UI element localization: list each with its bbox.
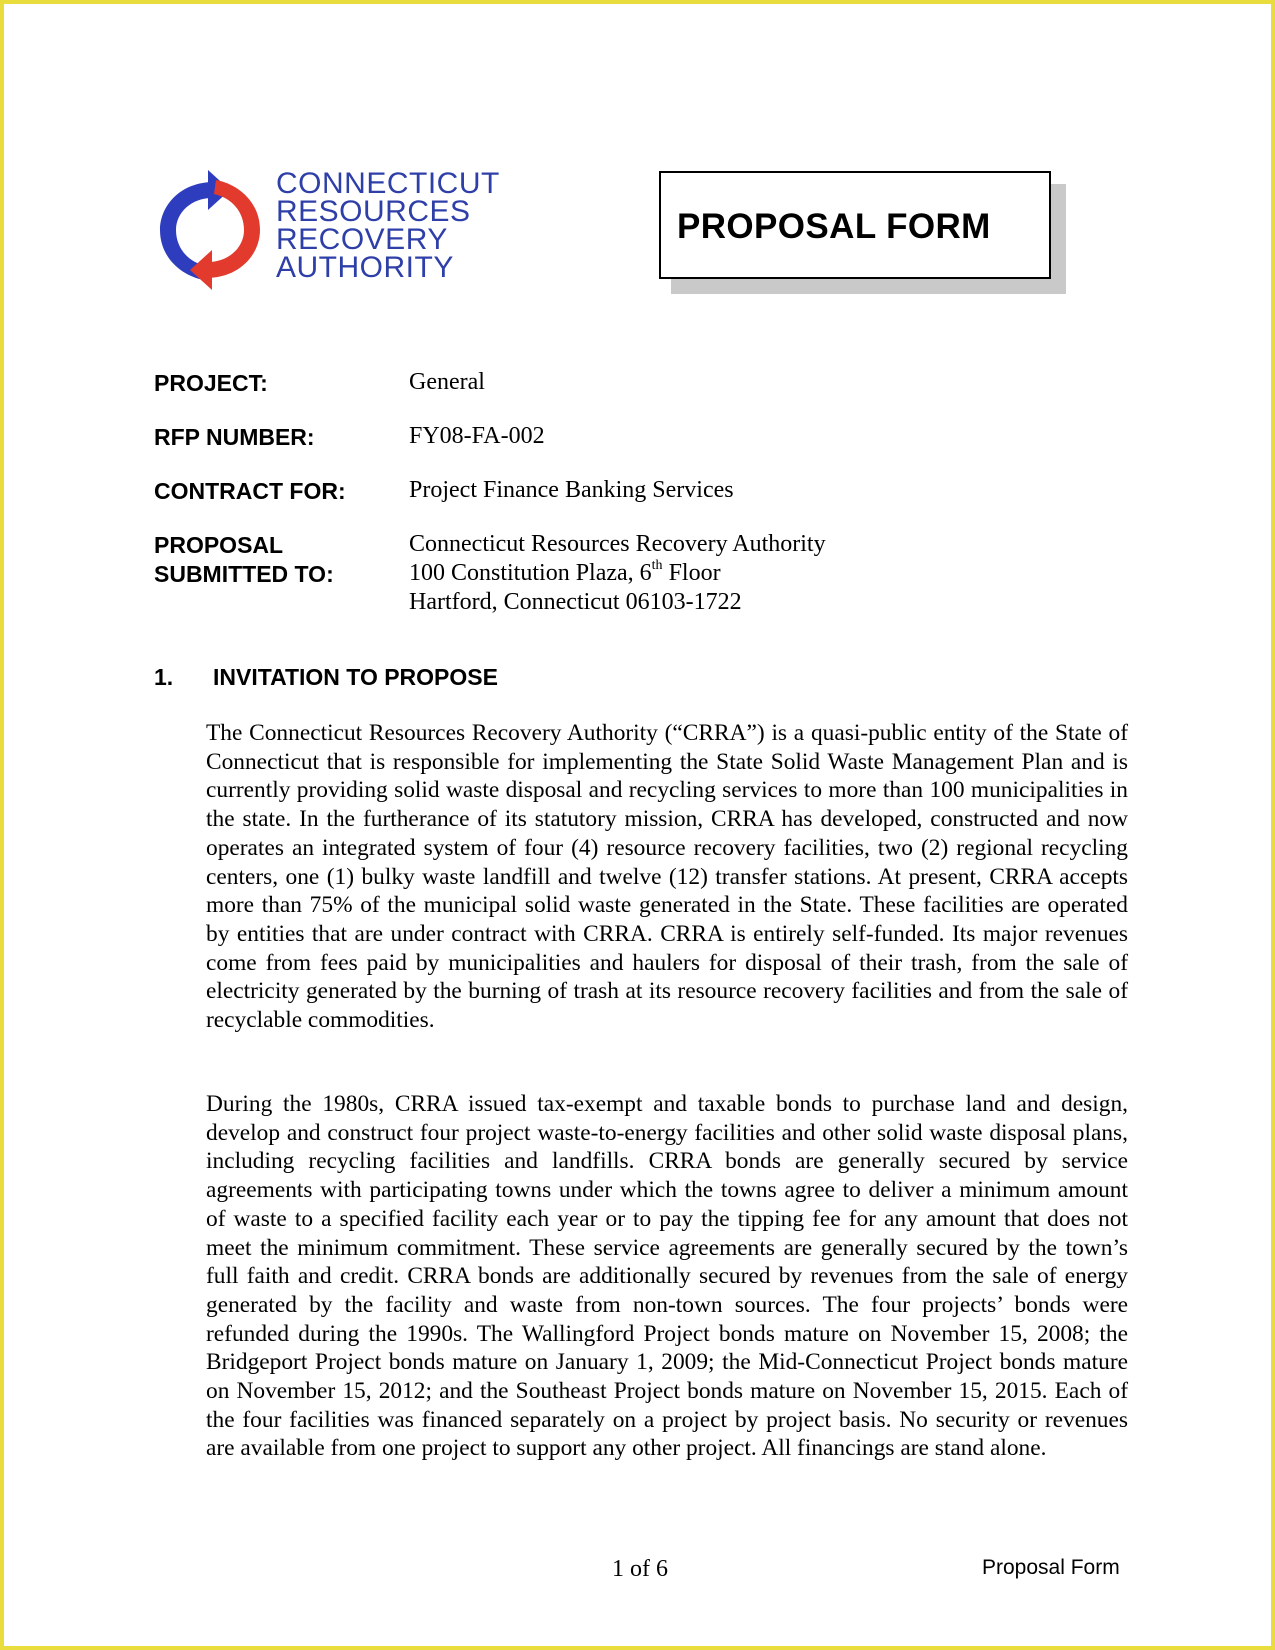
crra-logo [152,166,532,296]
submitted-to-label-line2: SUBMITTED TO: [154,561,334,587]
project-label: PROJECT: [154,370,268,396]
logo-line: CONNECTICUT [276,167,500,200]
section-number: 1. [154,664,174,690]
recycle-arrows-icon [152,168,268,292]
footer-label: Proposal Form [982,1556,1120,1579]
page-title: PROPOSAL FORM [677,207,991,246]
logo-line: RESOURCES [276,195,471,228]
address-line2-text: 100 Constitution Plaza, 6 [409,560,652,586]
rfp-number-value: FY08-FA-002 [409,423,545,449]
submitted-to-label-line1: PROPOSAL [154,532,284,558]
address-line1: Connecticut Resources Recovery Authority [409,531,826,557]
address-line2-floor: Floor [662,560,721,586]
logo-wordmark [276,167,500,284]
section-title: INVITATION TO PROPOSE [213,664,498,690]
contract-for-label: CONTRACT FOR: [154,478,346,504]
paragraph-1: The Connecticut Resources Recovery Authority (“CRRA”) is a quasi-public entity of the State of Connecticut that is responsible for implementing the State Solid Waste Management Plan and is currently providing solid waste disposal and recycling services to more than 100 municipalities in the state. In the furtherance of its statutory mission, CRRA has developed, constructed and now operates an integrated system of four (4) resource recovery facilities, two (2) regional recycling centers, one (1) bulky waste landfill and twelve (12) transfer stations. At present, CRRA accepts more than 75% of the municipal solid waste generated in the State. These facilities are operated by entities that are under contract with CRRA. CRRA is entirely self-funded. Its major revenues come from fees paid by municipalities and haulers for disposal of their trash, from the sale of electricity generated by the burning of trash at its resource recovery facilities and from the sale of recyclable commodities. [206,720,1128,1034]
logo-line: AUTHORITY [276,251,454,284]
address-line2-ordinal: th [651,558,663,573]
paragraph-2: During the 1980s, CRRA issued tax-exempt and taxable bonds to purchase land and design, develop and construct four project waste-to-energy facilities and other solid waste disposal plans, including recycling facilities and landfills. CRRA bonds are generally secured by service agreements with participating towns under which the towns agree to deliver a minimum amount of waste to a specified facility each year or to pay the tipping fee for any amount that does not meet the minimum commitment. These service agreements are generally secured by the town’s full faith and credit. CRRA bonds are additionally secured by revenues from the sale of energy generated by the facility and waste from non-town sources. The four projects’ bonds were refunded during the 1990s. The Wallingford Project bonds mature on November 15, 2008; the Bridgeport Project bonds mature on January 1, 2009; the Mid-Connecticut Project bonds mature on November 15, 2012; and the Southeast Project bonds mature on November 15, 2015. Each of the four facilities was financed separately on a project by project basis. No security or revenues are available from one project to support any other project. All financings are stand alone. [206,1091,1128,1462]
page-number: 1 of 6 [612,1556,668,1582]
project-value: General [409,369,485,395]
contract-for-value: Project Finance Banking Services [409,477,734,503]
logo-line: RECOVERY [276,223,448,256]
rfp-number-label: RFP NUMBER: [154,424,315,450]
address-line2 [409,559,721,588]
address-line3: Hartford, Connecticut 06103-1722 [409,589,742,615]
title-box [659,171,1051,279]
